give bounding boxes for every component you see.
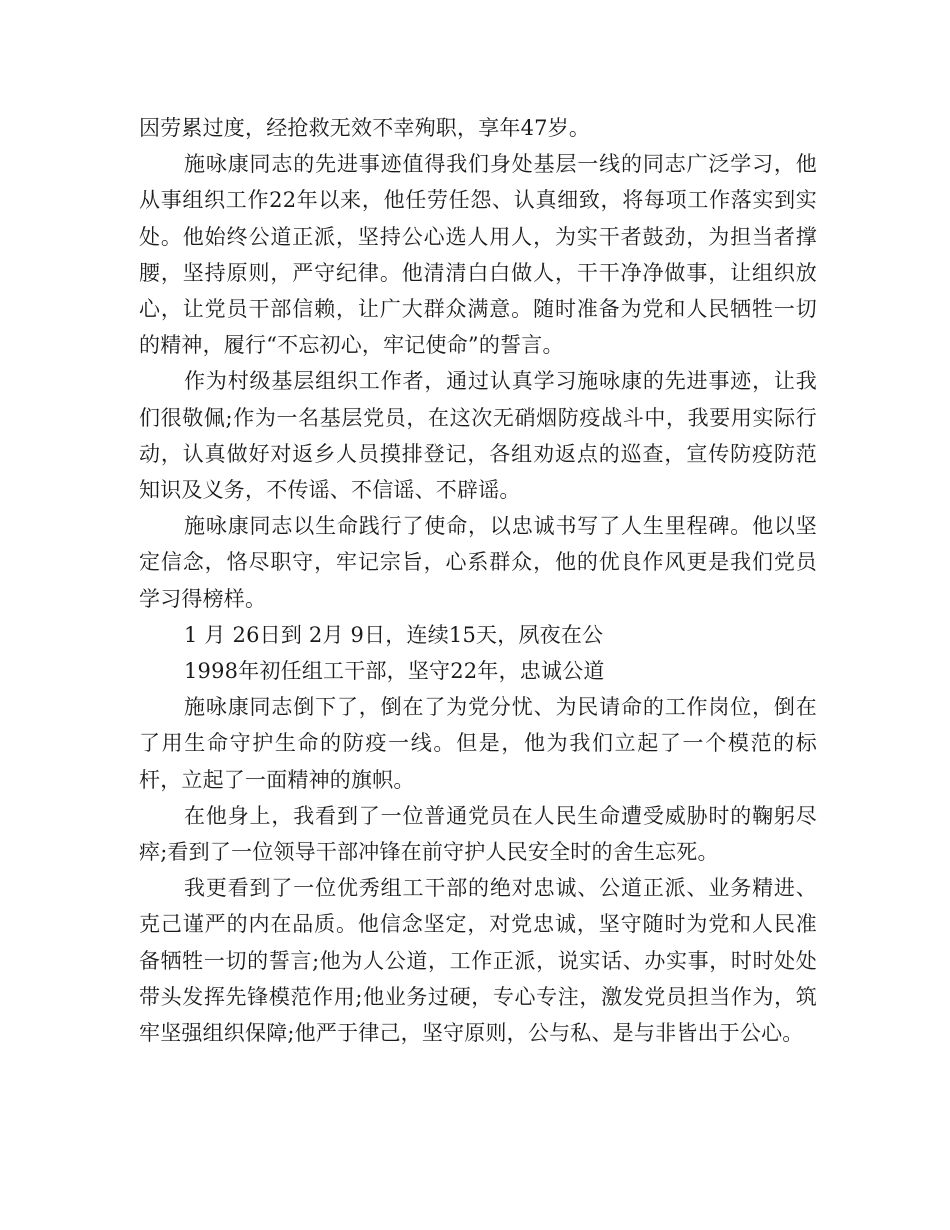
paragraph-mission: 施咏康同志以生命践行了使命，以忠诚书写了人生里程碑。他以坚定信念，恪尽职守，牢记宗旨，心系群众，他的优良作风更是我们党员学习得榜样。 bbox=[139, 514, 817, 611]
paragraph-grassroots: 作为村级基层组织工作者，通过认真学习施咏康的先进事迹，让我们很敬佩;作为一名基层党员，在这次无硝烟防疫战斗中，我要用实际行动，认真做好对返乡人员摸排登记，各组劝返点的巡查，宣传防疫防范知识及义务，不传谣、不信谣、不辟谣。 bbox=[139, 369, 817, 503]
paragraph-qualities: 我更看到了一位优秀组工干部的绝对忠诚、公道正派、业务精进、克己谨严的内在品质。他信念坚定，对党忠诚，坚守随时为党和人民准备牺牲一切的誓言;他为人公道，工作正派，说实话、办实事，时时处处带头发挥先锋模范作用;他业务过硬，专心专注，激发党员担当作为，筑牢坚强组织保障;他严于律己，坚守原则，公与私、是与非皆出于公心。 bbox=[139, 876, 817, 1046]
document-body bbox=[139, 110, 817, 1051]
paragraph-witness: 在他身上，我看到了一位普通党员在人民生命遭受威胁时的鞠躬尽瘁;看到了一位领导干部冲锋在前守护人民安全时的舍生忘死。 bbox=[139, 803, 817, 865]
paragraph-career: 1998年初任组工干部，坚守22年，忠诚公道 bbox=[184, 659, 605, 684]
paragraph-dates: 1 月 26日到 2月 9日，连续15天，夙夜在公 bbox=[184, 622, 604, 647]
paragraph-continued: 因劳累过度，经抢救无效不幸殉职，享年47岁。 bbox=[139, 116, 591, 140]
paragraph-fallen: 施咏康同志倒下了，倒在了为党分忧、为民请命的工作岗位，倒在了用生命守护生命的防疫一线。但是，他为我们立起了一个模范的标杆，立起了一面精神的旗帜。 bbox=[139, 695, 817, 792]
paragraph-deeds: 施咏康同志的先进事迹值得我们身处基层一线的同志广泛学习，他从事组织工作22年以来，他任劳任怨、认真细致，将每项工作落实到实处。他始终公道正派，坚持公心选人用人，为实干者鼓劲，为担当者撑腰，坚持原则，严守纪律。他清清白白做人，干干净净做事，让组织放心，让党员干部信赖，让广大群众满意。随时准备为党和人民牺牲一切的精神，履行“不忘初心，牢记使命”的誓言。 bbox=[139, 152, 817, 358]
